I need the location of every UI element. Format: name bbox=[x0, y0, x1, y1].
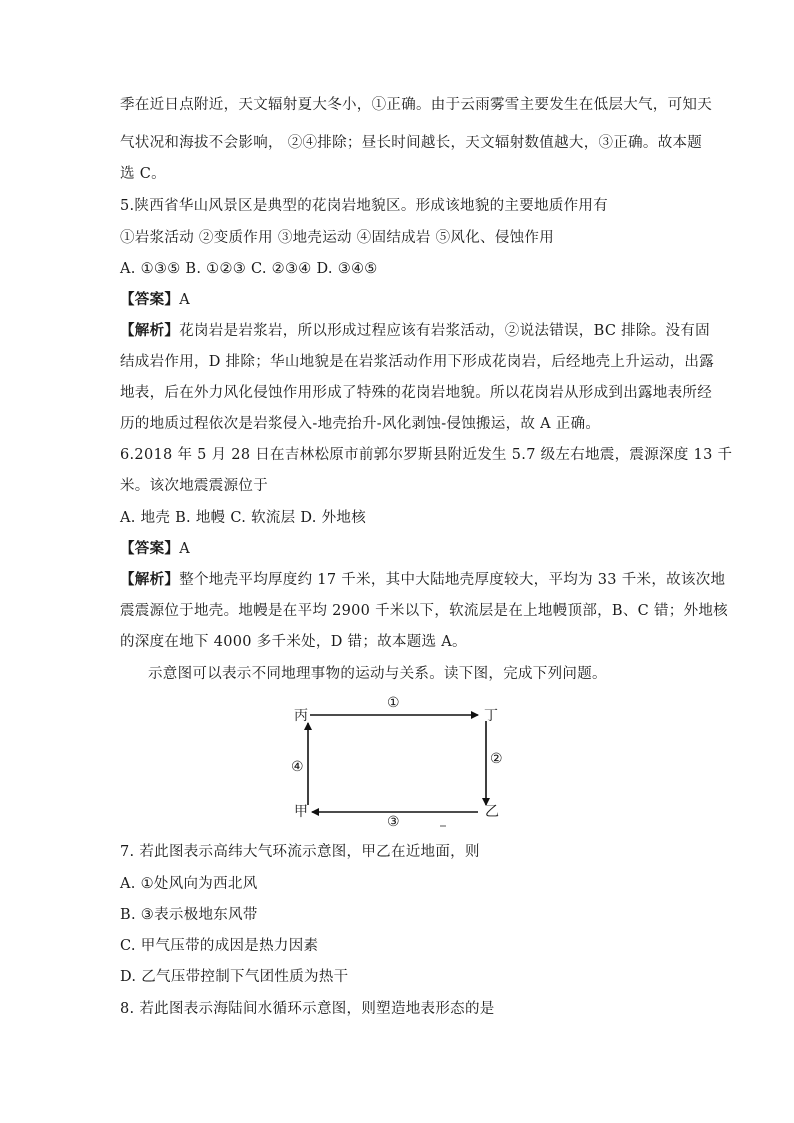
corner-label-bing: 丙 bbox=[294, 708, 308, 724]
corner-label-ding: 丁 bbox=[484, 708, 498, 724]
arrow-label-4: ④ bbox=[291, 759, 304, 775]
analysis-6-line: 震震源位于地壳。地幔是在平均 2900 千米以下，软流层是在上地幔顶部，B、C 错；外地核 bbox=[120, 603, 728, 619]
diagram-intro: 示意图可以表示不同地理事物的运动与关系。读下图，完成下列问题。 bbox=[148, 666, 607, 682]
question-5-items: ①岩浆活动 ②变质作用 ③地壳运动 ④固结成岩 ⑤风化、侵蚀作用 bbox=[120, 230, 555, 246]
analysis-5-line: 结成岩作用，D 排除；华山地貌是在岩浆活动作用下形成花岗岩，后经地壳上升运动，出露 bbox=[120, 354, 715, 370]
answer-6 bbox=[120, 539, 190, 559]
answer-tag: 【答案】 bbox=[120, 291, 180, 308]
question-5: 5.陕西省华山风景区是典型的花岗岩地貌区。形成该地貌的主要地质作用有 bbox=[120, 198, 609, 214]
question-6-options: A. 地壳 B. 地幔 C. 软流层 D. 外地核 bbox=[120, 510, 367, 526]
diagram-arrows bbox=[280, 695, 510, 830]
question-6: 6.2018 年 5 月 28 日在吉林松原市前郭尔罗斯县附近发生 5.7 级左右地震，震源深度 13 千 bbox=[120, 447, 733, 463]
arrow-label-1: ① bbox=[387, 695, 400, 711]
analysis-5-line: 地表，后在外力风化侵蚀作用形成了特殊的花岗岩地貌。所以花岗岩从形成到出露地表所经 bbox=[120, 385, 712, 401]
arrow-label-3: ③ bbox=[387, 814, 400, 830]
corner-label-yi: 乙 bbox=[485, 804, 499, 820]
question-7: 7. 若此图表示高纬大气环流示意图，甲乙在近地面，则 bbox=[120, 844, 480, 860]
text-line: 季在近日点附近，天文辐射夏大冬小，①正确。由于云雨雾雪主要发生在低层大气，可知天 bbox=[120, 97, 712, 113]
answer-tag: 【答案】 bbox=[120, 540, 180, 557]
question-6: 米。该次地震震源位于 bbox=[120, 478, 268, 494]
corner-label-jia: 甲 bbox=[294, 804, 308, 820]
question-7-option-b: B. ③表示极地东风带 bbox=[120, 907, 258, 923]
arrow-label-2: ② bbox=[490, 751, 503, 767]
analysis-5-line bbox=[120, 321, 710, 341]
question-8: 8. 若此图表示海陆间水循环示意图，则塑造地表形态的是 bbox=[120, 1001, 495, 1017]
analysis-text: 整个地壳平均厚度约 17 千米，其中大陆地壳厚度较大，平均为 33 千米，故该次地 bbox=[179, 572, 726, 588]
question-7-option-d: D. 乙气压带控制下气团性质为热干 bbox=[120, 969, 349, 985]
circulation-diagram bbox=[280, 695, 510, 830]
text-line: 气状况和海拔不会影响， ②④排除；昼长时间越长，天文辐射数值越大，③正确。故本题 bbox=[120, 135, 703, 151]
question-7-option-a: A. ①处风向为西北风 bbox=[120, 876, 258, 892]
analysis-tag: 【解析】 bbox=[120, 571, 180, 588]
analysis-5-line: 历的地质过程依次是岩浆侵入-地壳抬升-风化剥蚀-侵蚀搬运，故 A 正确。 bbox=[120, 416, 601, 432]
answer-5 bbox=[120, 290, 190, 310]
question-7-option-c: C. 甲气压带的成因是热力因素 bbox=[120, 938, 319, 954]
question-5-options: A. ①③⑤ B. ①②③ C. ②③④ D. ③④⑤ bbox=[120, 261, 378, 277]
answer-value: A bbox=[179, 292, 190, 308]
text-line: 选 C。 bbox=[120, 166, 166, 182]
analysis-text: 花岗岩是岩浆岩，所以形成过程应该有岩浆活动，②说法错误，BC 排除。没有固 bbox=[179, 323, 710, 339]
analysis-tag: 【解析】 bbox=[120, 322, 180, 339]
answer-value: A bbox=[179, 541, 190, 557]
analysis-6-line bbox=[120, 570, 725, 590]
analysis-6-line: 的深度在地下 4000 多千米处，D 错；故本题选 A。 bbox=[120, 634, 467, 650]
